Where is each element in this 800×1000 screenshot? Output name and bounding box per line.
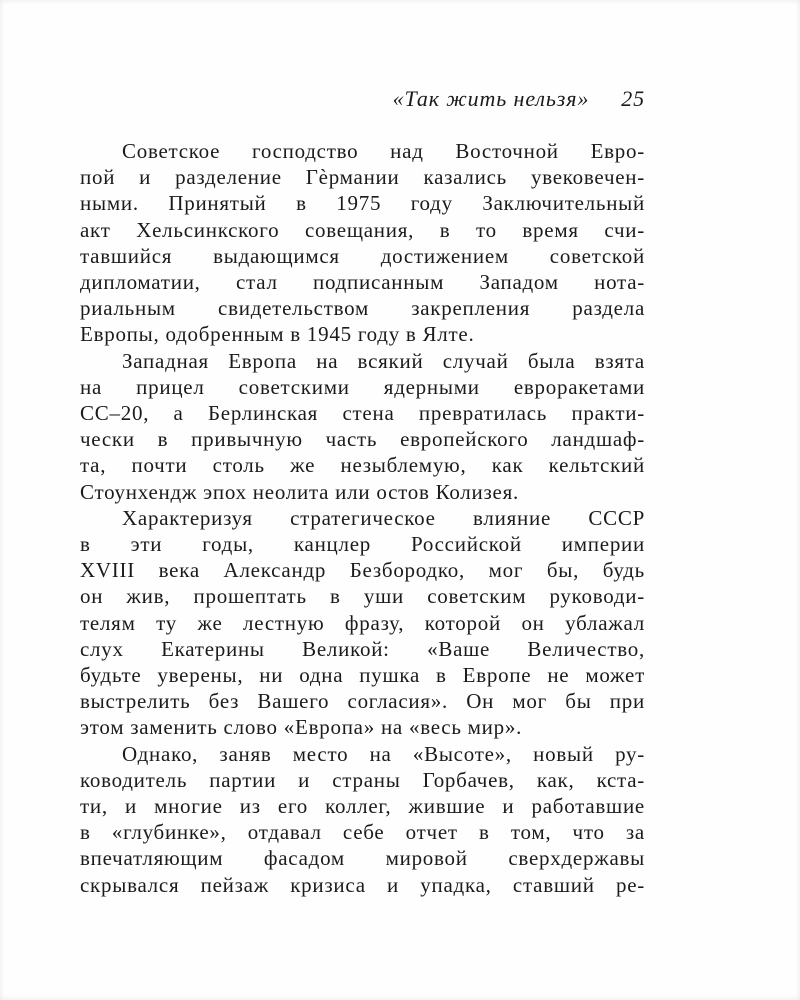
text-line: скрывался пейзаж кризиса и упадка, ставший ре-	[80, 872, 645, 897]
text-line: тавшийся выдающимся достижением советской	[80, 243, 645, 268]
text-line: СС–20, а Берлинская стена превратилась практи-	[80, 401, 645, 426]
text-line: телям ту же лестную фразу, которой он ублажал	[80, 610, 645, 635]
text-line: дипломатии, стал подписанным Западом нота-	[80, 270, 645, 295]
text-line: в эти годы, канцлер Российской империи	[80, 532, 645, 557]
text-line: XVIII века Александр Безбородко, мог бы, будь	[80, 558, 645, 583]
paragraph	[80, 138, 645, 348]
text-line: Советское господство над Восточной Евро-	[122, 139, 645, 163]
text-line: слух Екатерины Великой: «Ваше Величество,	[80, 636, 645, 661]
text-line: риальным свидетельством закрепления раздела	[80, 296, 645, 321]
page-number: 25	[621, 86, 645, 111]
text-line: на прицел советскими ядерными евроракетами	[80, 374, 645, 399]
text-line: будьте уверены, ни одна пушка в Европе не может	[80, 663, 645, 688]
text-line: Западная Европа на всякий случай была взята	[122, 348, 645, 373]
text-line: Стоунхендж эпох неолита или остов Колизея.	[80, 479, 519, 504]
text-line: пой и разделение Гѐрмании казались увековечен-	[80, 165, 645, 190]
text-line: акт Хельсинкского совещания, в то время счи-	[80, 217, 645, 242]
text-line: ководитель партии и страны Горбачев, как, кста-	[80, 767, 645, 792]
text-line: Однако, заняв место на «Высоте», новый ру-	[122, 741, 645, 766]
text-line: в «глубинке», отдавал себе отчет в том, что за	[80, 820, 645, 845]
paragraph	[80, 505, 645, 741]
text-line: выстрелить без Вашего согласия». Он мог бы при	[80, 689, 645, 714]
text-line: чески в привычную часть европейского ландшаф-	[80, 427, 645, 452]
text-line: впечатляющим фасадом мировой сверхдержавы	[80, 846, 645, 871]
text-line: Европы, одобренным в 1945 году в Ялте.	[80, 322, 475, 347]
text-line: ти, и многие из его коллег, жившие и работавшие	[80, 794, 645, 819]
text-line: Характеризуя стратегическое влияние СССР	[122, 505, 645, 530]
page-body	[80, 138, 645, 898]
text-line: он жив, прошептать в уши советским руководи-	[80, 584, 645, 609]
paragraph	[80, 348, 645, 505]
text-line: этом заменить слово «Европа» на «весь мир».	[80, 715, 523, 740]
running-header	[80, 86, 645, 112]
text-line: ными. Принятый в 1975 году Заключительный	[80, 191, 645, 216]
paragraph	[80, 741, 645, 898]
running-title: «Так жить нельзя»	[392, 86, 590, 111]
text-line: та, почти столь же незыблемую, как кельтский	[80, 453, 645, 478]
